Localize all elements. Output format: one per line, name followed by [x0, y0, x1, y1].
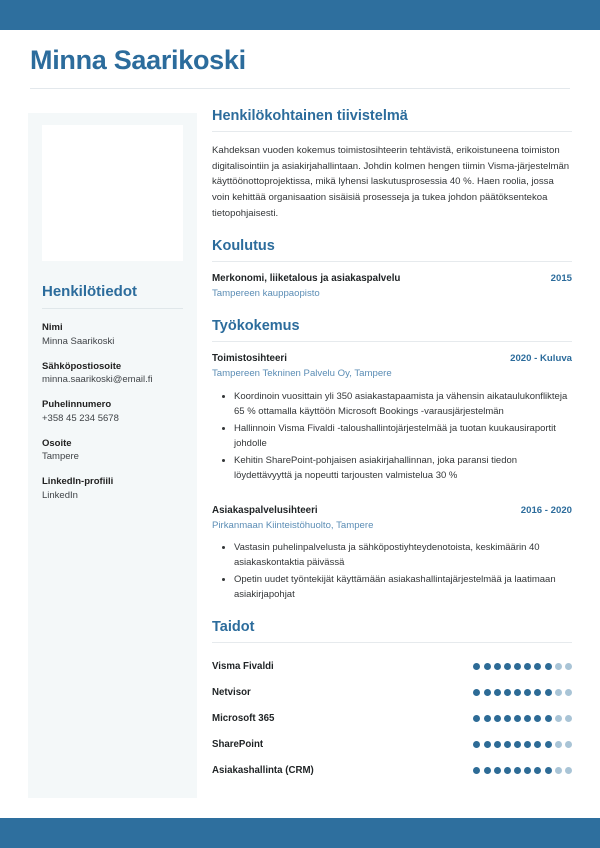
entry-subtitle: Tampereen Tekninen Palvelu Oy, Tampere: [212, 368, 392, 380]
skill-dot-filled: [473, 767, 480, 774]
entry: [212, 353, 572, 482]
name-block: [30, 46, 570, 89]
skill-row: [212, 706, 572, 730]
skill-dot-filled: [534, 767, 541, 774]
section-education: [212, 238, 572, 301]
section-heading-summary: Henkilökohtainen tiivistelmä: [212, 108, 408, 124]
skill-dot-empty: [565, 741, 572, 748]
skill-dot-filled: [494, 741, 501, 748]
contact-value: +358 45 234 5678: [42, 412, 119, 424]
contact-item: [42, 321, 183, 349]
page-title: Minna Saarikoski: [30, 45, 246, 75]
contact-item: [42, 360, 183, 388]
skill-dot-filled: [514, 715, 521, 722]
skill-dot-empty: [555, 715, 562, 722]
skill-row: [212, 732, 572, 756]
section-heading-experience: Työkokemus: [212, 317, 300, 334]
entry-date: 2020 - Kuluva: [510, 353, 572, 365]
skill-dot-filled: [484, 663, 491, 670]
skill-dot-empty: [565, 663, 572, 670]
skill-rating: [473, 741, 572, 748]
skill-row: [212, 758, 572, 782]
skill-dot-empty: [565, 767, 572, 774]
skill-dot-empty: [565, 715, 572, 722]
skill-dot-filled: [484, 767, 491, 774]
entry-bullet: • Vastasin puhelinpalvelusta ja sähköpostiyhteydenotoista, keskimäärin 40 asiakaskontaktia päivässä: [234, 540, 572, 570]
skill-dot-filled: [504, 663, 511, 670]
contact-value: Minna Saarikoski: [42, 335, 115, 347]
skill-name: Microsoft 365: [212, 712, 275, 724]
entry: [212, 505, 572, 602]
skill-dot-filled: [524, 689, 531, 696]
skill-name: Netvisor: [212, 686, 251, 698]
skill-dot-filled: [514, 689, 521, 696]
entry-header: [212, 353, 572, 364]
sidebar: [28, 113, 197, 798]
skill-rating: [473, 767, 572, 774]
skill-dot-filled: [484, 689, 491, 696]
entry-spacer: [212, 492, 572, 505]
skill-dot-filled: [524, 741, 531, 748]
entry-title: Merkonomi, liiketalous ja asiakaspalvelu: [212, 273, 401, 285]
contact-value: minna.saarikoski@email.fi: [42, 374, 153, 386]
section-divider: [212, 341, 572, 342]
skill-dot-filled: [545, 663, 552, 670]
skill-dot-filled: [534, 689, 541, 696]
contact-item: [42, 437, 183, 465]
sidebar-heading-divider: [42, 308, 183, 309]
section-divider: [212, 261, 572, 262]
contact-item: [42, 475, 183, 503]
entry-bullet: • Koordinoin vuosittain yli 350 asiakastapaamista ja vähensin aikataulukonflikteja 65 % ottamalla käyttöön Microsoft Bookings -varausjärjestelmän: [234, 389, 572, 419]
skill-dot-filled: [473, 715, 480, 722]
contact-list: [42, 321, 183, 503]
skill-name: SharePoint: [212, 738, 264, 750]
skill-dot-filled: [534, 715, 541, 722]
section-experience: [212, 318, 572, 602]
skill-dot-empty: [555, 767, 562, 774]
skill-dot-filled: [504, 689, 511, 696]
skills-list: [212, 654, 572, 782]
skill-dot-filled: [504, 741, 511, 748]
entry: [212, 273, 572, 300]
skill-name: Visma Fivaldi: [212, 660, 274, 672]
contact-value[interactable]: LinkedIn: [42, 489, 78, 501]
skill-dot-filled: [504, 715, 511, 722]
skill-dot-filled: [524, 715, 531, 722]
entry-date: 2016 - 2020: [520, 504, 572, 516]
skill-dot-filled: [514, 663, 521, 670]
skill-dot-filled: [494, 715, 501, 722]
skill-dot-filled: [484, 741, 491, 748]
skill-dot-empty: [555, 689, 562, 696]
photo-placeholder: [42, 125, 183, 261]
section-summary: [212, 108, 572, 221]
skill-dot-empty: [555, 663, 562, 670]
contact-label: Nimi: [42, 322, 63, 333]
skill-rating: [473, 663, 572, 670]
skill-dot-filled: [524, 767, 531, 774]
entry-subtitle: Tampereen kauppaopisto: [212, 288, 320, 300]
skill-dot-filled: [545, 767, 552, 774]
skill-dot-filled: [473, 663, 480, 670]
skill-rating: [473, 689, 572, 696]
entry-title: Asiakaspalvelusihteeri: [212, 504, 318, 516]
contact-label: Sähköpostiosoite: [42, 360, 122, 372]
entry-header: [212, 505, 572, 516]
skill-dot-filled: [504, 767, 511, 774]
entry-bullet: • Opetin uudet työntekijät käyttämään asiakashallintajärjestelmää ja laatimaan asiakirjapohjat: [234, 572, 572, 602]
skill-dot-filled: [524, 663, 531, 670]
contact-label: Osoite: [42, 437, 72, 449]
main-column: [212, 108, 572, 799]
skill-row: [212, 680, 572, 704]
section-divider: [212, 642, 572, 643]
skill-dot-filled: [494, 663, 501, 670]
entry-bullet-list: [212, 389, 572, 483]
skill-name: Asiakashallinta (CRM): [212, 764, 314, 776]
contact-label: LinkedIn-profiili: [42, 476, 114, 488]
contact-label: Puhelinnumero: [42, 399, 112, 411]
skill-dot-filled: [545, 689, 552, 696]
section-skills: [212, 619, 572, 782]
entry-bullet-list: [212, 540, 572, 602]
skill-dot-filled: [494, 767, 501, 774]
skill-dot-filled: [473, 741, 480, 748]
entry-subtitle: Pirkanmaan Kiinteistöhuolto, Tampere: [212, 519, 374, 531]
contact-item: [42, 398, 183, 426]
skill-dot-filled: [534, 663, 541, 670]
header-accent-bar: [0, 0, 600, 30]
summary-text: Kahdeksan vuoden kokemus toimistosihteerin tehtävistä, erikoistuneena toimiston digitalisointiin ja asiakirjahallintaan. Johdin kolmen hengen tiimin Visma-järjestelmän käyttöönottoprojektissa, mikä lyhensi laskutusprosessia 40 %. Haen roolia, jossa voin kehittää organisaation sisäisiä prosesseja ja tukea johdon päätöksentekoa tietopohjaisesti.: [212, 145, 570, 219]
skill-rating: [473, 715, 572, 722]
skill-dot-filled: [545, 741, 552, 748]
skill-dot-filled: [534, 741, 541, 748]
skill-dot-filled: [514, 741, 521, 748]
contact-value: Tampere: [42, 451, 79, 463]
sidebar-heading-personal-details: Henkilötiedot: [42, 283, 138, 300]
skill-dot-filled: [494, 689, 501, 696]
skill-dot-filled: [484, 715, 491, 722]
section-heading-skills: Taidot: [212, 619, 255, 636]
footer-accent-bar: [0, 818, 600, 848]
skill-dot-empty: [565, 689, 572, 696]
entry-bullet: • Hallinnoin Visma Fivaldi -taloushallintojärjestelmää ja tuotan kuukausiraportit johdolle: [234, 421, 572, 451]
skill-dot-filled: [514, 767, 521, 774]
skill-dot-empty: [555, 741, 562, 748]
skill-dot-filled: [473, 689, 480, 696]
name-divider: [30, 88, 570, 89]
entry-header: [212, 273, 572, 284]
experience-list: [212, 353, 572, 602]
education-list: [212, 273, 572, 300]
entry-title: Toimistosihteeri: [212, 353, 287, 365]
entry-bullet: • Kehitin SharePoint-pohjaisen asiakirjahallinnan, joka paransi tiedon löydettävyyttä ja nopeutti tarjousten valmistelua 30 %: [234, 453, 572, 483]
skill-dot-filled: [545, 715, 552, 722]
skill-row: [212, 654, 572, 678]
section-heading-education: Koulutus: [212, 238, 275, 255]
section-divider: [212, 131, 572, 132]
entry-date: 2015: [550, 273, 572, 285]
